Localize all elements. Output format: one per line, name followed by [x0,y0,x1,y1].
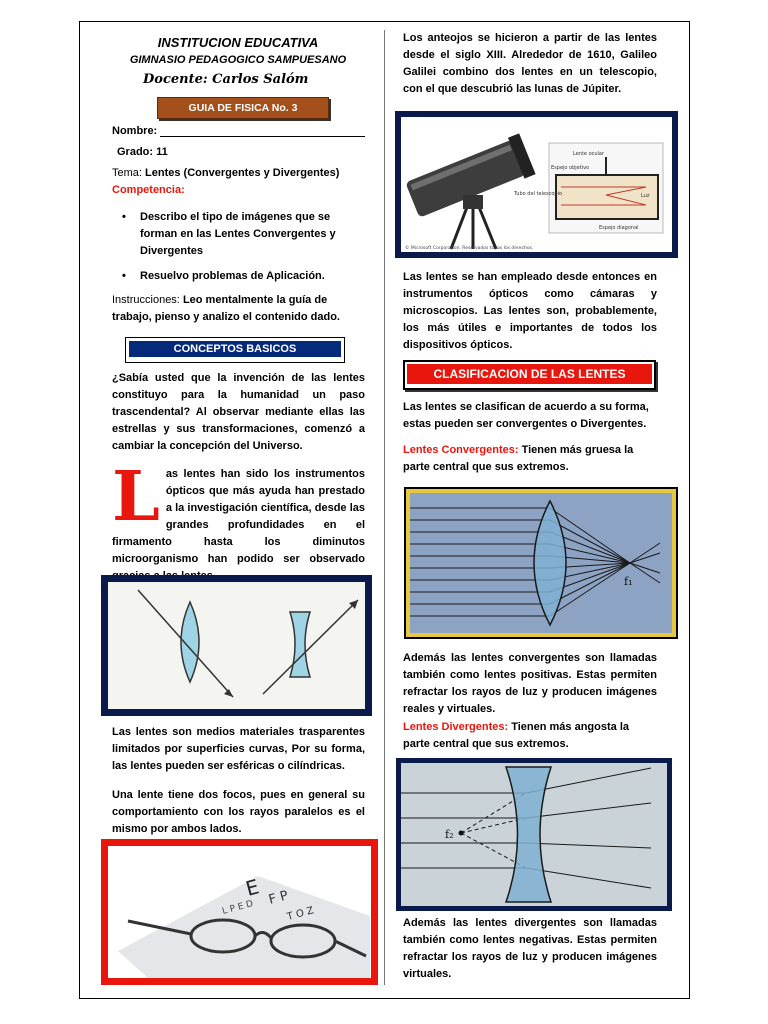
divergent-definition [403,719,657,753]
eyeglasses-on-chart-image [108,846,371,978]
instruments-paragraph: Las lentes se han empleado desde entonces en instrumentos ópticos como cámaras y microscopios. Las lentes son, probablemente, los más útiles e importantes de todos los dispositivos ópticos. [403,271,657,351]
classification-heading [403,360,656,390]
svg-text:F P: F P [267,888,290,908]
lens-types-diagram [108,582,365,709]
teacher-name: Docente: Carlos Salóm [143,72,309,87]
label-tubo: Tubo del telescopio [514,191,563,197]
dropcap-letter: L [112,457,160,537]
name-row [112,125,372,137]
competence-label: Competencia: [112,184,185,196]
divergent-lens-diagram [401,763,667,906]
competence-list [112,209,340,293]
convergent-text: Tienen más gruesa la parte central que sus extremos. [403,444,634,473]
topic-value: Lentes (Convergentes y Divergentes) [145,167,340,179]
focus-f2: f₂ [445,828,454,841]
lens-types-figure [101,575,372,716]
name-field[interactable] [160,126,365,137]
convergent-definition [403,442,657,476]
convergent-figure [404,487,678,639]
grade: Grado: 11 [117,146,168,158]
name-label: Nombre: [112,125,158,137]
svg-text:T O Z: T O Z [285,905,316,923]
concepts-heading [125,337,345,363]
telescope-diagram [401,117,672,252]
concepts-heading-label: CONCEPTOS BASICOS [129,341,341,357]
topic-label: Tema: [112,167,142,179]
intro-paragraph: ¿Sabía usted que la invención de las lentes constituyo para la humanidad un paso trascendental? Al observar mediante ellas las estrellas y sus transformaciones, comenzó a cambiar la concepción del Universo. [112,372,365,452]
glasses-figure [101,839,378,985]
label-espejo-diagonal: Espejo diagonal [599,225,639,231]
topic-row [112,167,372,179]
label-luz: Luz [641,193,650,199]
divergent-extra: Además las lentes divergentes son llamadas también como lentes negativas. Estas permiten refractar los rayos de luz y producen imágenes virtuales. [403,917,657,980]
convergent-lens-diagram [410,493,672,633]
institution-title: INSTITUCION EDUCATIVA [157,35,319,50]
dropcap-text: as lentes han sido los instrumentos ópticos que más ayuda han prestado a la investigación científica, desde las grandes profundidades en el firmamento hasta los diminutos microorganismo han podido ser observado [112,468,365,565]
instructions [112,292,367,326]
classification-paragraph: Las lentes se clasifican de acuerdo a su forma, estas pueden ser convergentes o Divergentes. [403,401,649,430]
materials-paragraph: Las lentes son medios materiales trasparentes limitados por superficies curvas, Por su forma, las lentes pueden ser esféricas o cilíndricas. [112,726,365,772]
column-divider [384,30,385,985]
classification-heading-label: CLASIFICACION DE LAS LENTES [407,364,652,384]
telescope-figure [395,111,678,258]
convergent-label: Lentes Convergentes: [403,444,519,456]
school-name: GIMNASIO PEDAGOGICO SAMPUESANO [129,54,347,66]
divergent-figure [396,758,672,911]
divergent-text: Tienen más angosta la parte central que sus extremos. [403,721,630,750]
competence-item: • Describo el tipo de imágenes que se forman en las Lentes Convergentes y Divergentes [112,209,340,260]
convergent-extra: Además las lentes convergentes son llamadas también como lentes positivas. Estas permiten refractar los rayos de luz y producen imágenes reales y virtuales. [403,652,657,715]
focus-f1: f₁ [624,575,633,588]
svg-text:E: E [243,874,262,901]
svg-text:L P E D: L P E D [221,899,255,917]
telescope-caption: © Microsoft Corporation. Reservados todos los derechos. [405,246,534,251]
label-lente-ocular: Lente ocular [573,151,605,157]
label-espejo-objetivo: Espejo objetivo [551,165,590,171]
foci-paragraph: Una lente tiene dos focos, pues en general su comportamiento con los rayos paralelos es el mismo por ambos lados. [112,789,365,835]
dropcap-paragraph [112,457,365,585]
instructions-label: Instrucciones: [112,294,180,306]
guide-banner: GUIA DE FISICA No. 3 [157,97,329,119]
divergent-label: Lentes Divergentes: [403,721,509,733]
telescope-paragraph: Los anteojos se hicieron a partir de las lentes desde el siglo XIII. Alrededor de 1610, Galileo Galilei combino dos lentes en un telescopio, con el que descubrió las lunas de Júpiter. [403,32,657,95]
instructions-text: Leo mentalmente la guía de trabajo, pienso y analizo el contenido dado. [112,294,340,323]
competence-item: • Resuelvo problemas de Aplicación. [112,268,340,285]
